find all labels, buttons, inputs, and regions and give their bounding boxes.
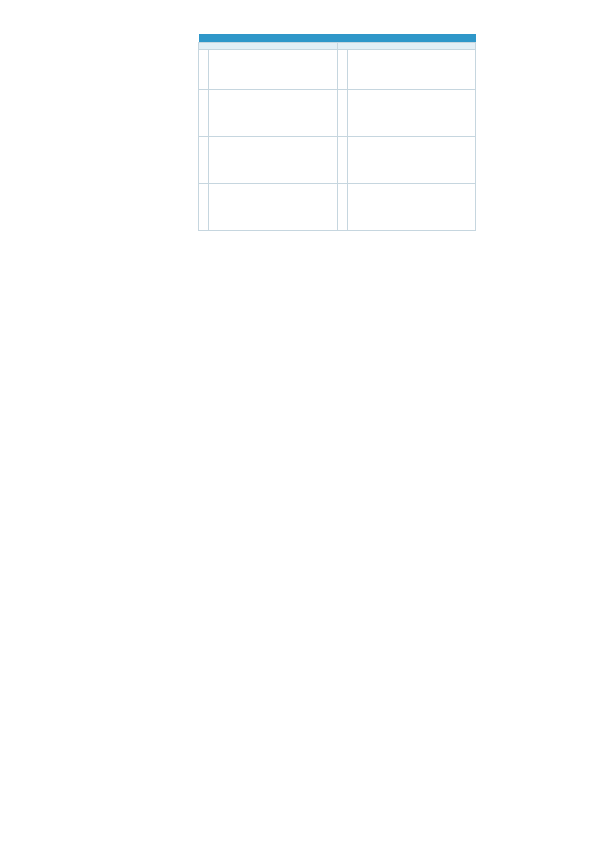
row-number	[199, 137, 209, 184]
row-number	[337, 184, 347, 231]
table-row	[199, 50, 476, 90]
unfavorable-cell	[347, 50, 476, 90]
row-number	[337, 50, 347, 90]
unfavorable-cell	[347, 137, 476, 184]
row-number	[199, 184, 209, 231]
table-row	[199, 184, 476, 231]
table-row	[199, 90, 476, 137]
explanations-table	[198, 34, 476, 231]
table-row	[199, 137, 476, 184]
favorable-cell	[209, 90, 338, 137]
row-number	[337, 90, 347, 137]
favorable-cell	[209, 184, 338, 231]
table-title	[199, 34, 476, 43]
unfavorable-cell	[347, 90, 476, 137]
row-number	[199, 50, 209, 90]
row-number	[199, 90, 209, 137]
favorable-cell	[209, 137, 338, 184]
header-desfavorables	[337, 43, 476, 50]
explanations-table-figure	[198, 34, 476, 231]
row-number	[337, 137, 347, 184]
unfavorable-cell	[347, 184, 476, 231]
favorable-cell	[209, 50, 338, 90]
header-favorables	[199, 43, 338, 50]
